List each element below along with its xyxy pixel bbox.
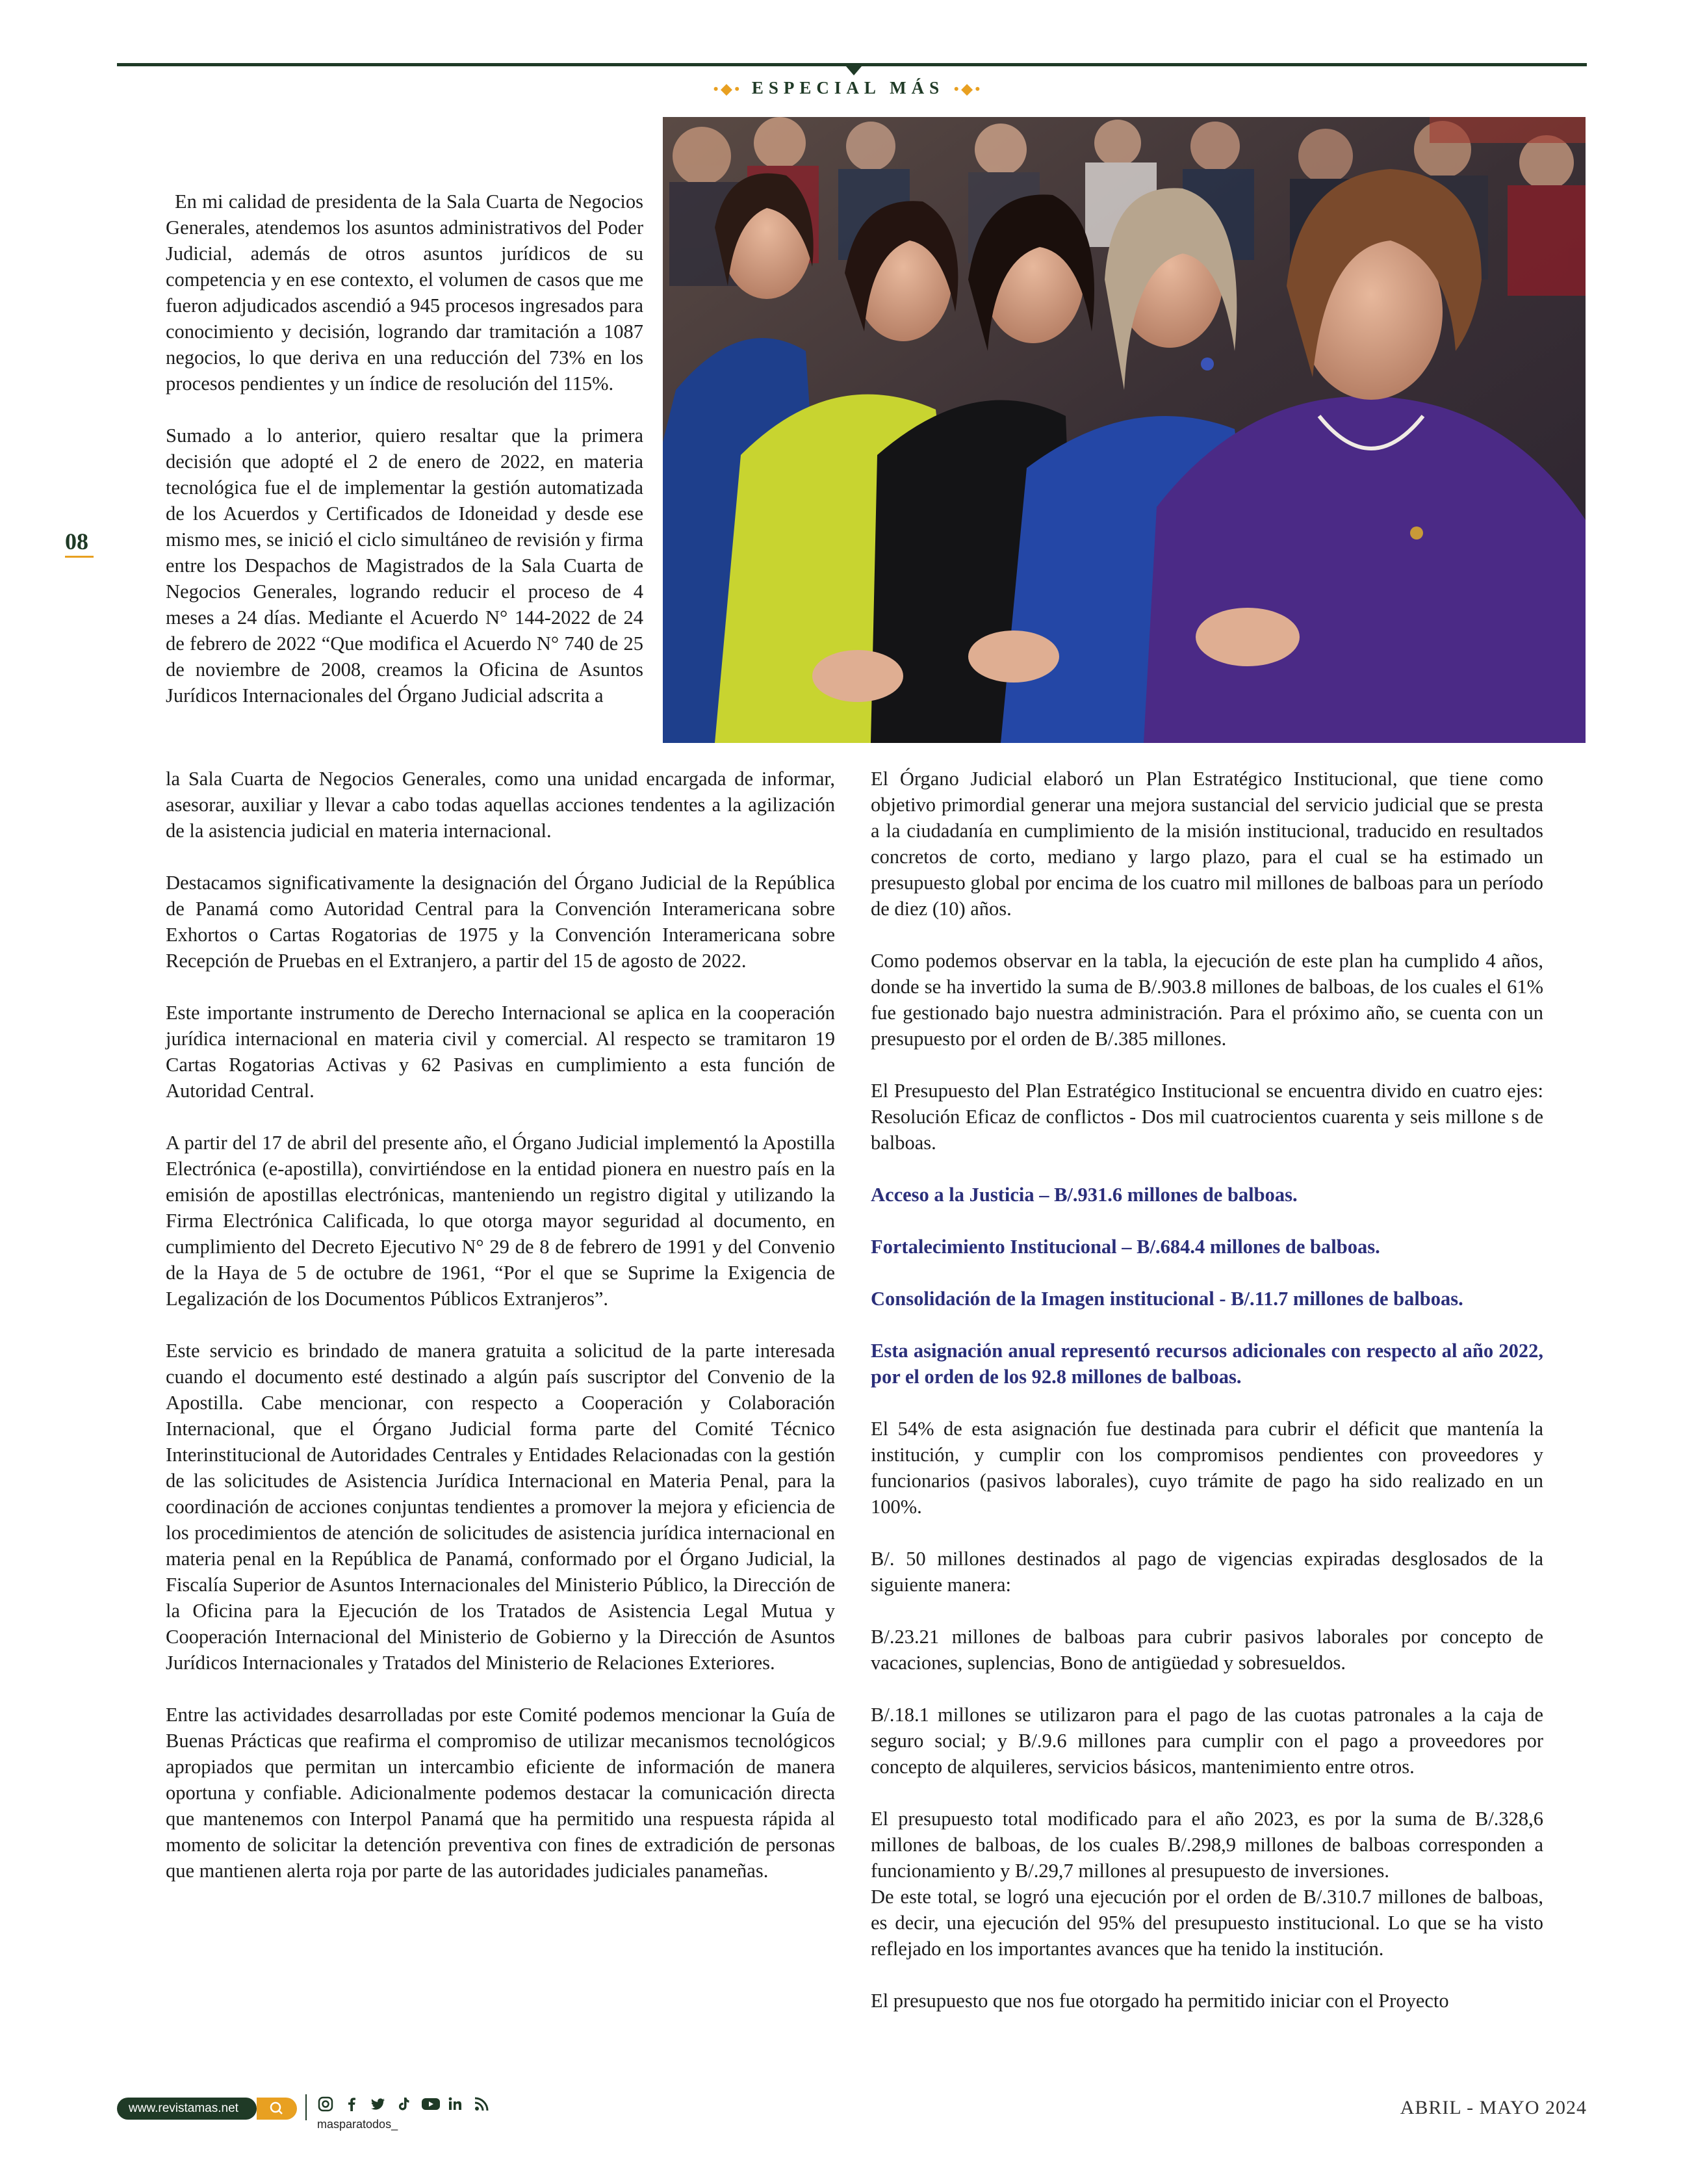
website-link[interactable]: www.revistamas.net — [117, 2098, 257, 2120]
section-label: ESPECIAL MÁS — [751, 78, 945, 98]
highlight-line: Consolidación de la Imagen institucional - B/.11.7 millones de balboas. — [871, 1288, 1463, 1310]
paragraph: la Sala Cuarta de Negocios Generales, como una unidad encargada de informar, asesorar, auxiliar y llevar a cabo todas aquellas acciones tendentes a la agilización de la asistencia judicial en materia internacional. — [166, 768, 835, 842]
paragraph: En mi calidad de presidenta de la Sala Cuarta de Negocios Generales, atendemos los asuntos administrativos del Poder Judicial, además de otros asuntos jurídicos de su competencia y en ese contexto, el volumen de casos que me fueron adjudicados ascendió a 945 procesos ingresados para conocimiento y decisión, logrando dar tramitación a 1087 negocios, lo que deriva en una reducción del 73% en los procesos pendientes y un índice de resolución del 115%. — [166, 190, 643, 395]
paragraph: A partir del 17 de abril del presente año, el Órgano Judicial implementó la Apostilla Electrónica (e-apostilla), convirtiéndose en la entidad pionera en nuestro país en la emisión de apostillas electrónicas, manteniendo un registro digital y utilizando la Firma Electrónica Calificada, lo que otorga mayor seguridad al documento, en cumplimiento del Decreto Ejecutivo N° 29 de 8 de febrero de 1991 y del Convenio de la Haya de 5 de octubre de 1961, “Por el que se Suprime la Exigencia de Legalización de los Documentos Públicos Extranjeros”. — [166, 1132, 835, 1310]
paragraph: El presupuesto que nos fue otorgado ha permitido iniciar con el Proyecto — [871, 1990, 1449, 2012]
linkedin-icon[interactable] — [447, 2096, 464, 2112]
search-button[interactable] — [257, 2098, 297, 2120]
page-number: 08 — [65, 528, 88, 554]
paragraph: B/. 50 millones destinados al pago de vigencias expiradas desglosados de la siguiente manera: — [871, 1548, 1543, 1596]
paragraph: B/.23.21 millones de balboas para cubrir pasivos laborales por concepto de vacaciones, suplencias, Bono de antigüedad y sobresueldos. — [871, 1626, 1543, 1674]
paragraph: El 54% de esta asignación fue destinada para cubrir el déficit que mantenía la institución, y cumplir con los compromisos pendientes con proveedores y funcionarios (pasivos laborales), cuyo trámite de pago ha sido realizado en un 100%. — [871, 1418, 1543, 1518]
paragraph: El Órgano Judicial elaboró un Plan Estratégico Institucional, que tiene como objetivo primordial generar una mejora sustancial del servicio judicial que se presta a la ciudadanía en cumplimiento de la misión institucional, traducido en resultados concretos de corto, mediano y largo plazo, para el cual se ha estimado un presupuesto global por encima de los cuatro mil millones de balboas para un período de diez (10) años. — [871, 768, 1543, 920]
highlight-line: Fortalecimiento Institucional – B/.684.4 millones de balboas. — [871, 1236, 1380, 1258]
paragraph: Como podemos observar en la tabla, la ejecución de este plan ha cumplido 4 años, donde se ha invertido la suma de B/.903.8 millones de balboas, de los cuales el 61% fue gestionado bajo nuestra administración. Para el próximo año, se cuenta con un presupuesto por el orden de B/.385 millones. — [871, 950, 1543, 1050]
paragraph: Este servicio es brindado de manera gratuita a solicitud de la parte interesada cuando el documento esté destinado a algún país suscriptor del Convenio de la Apostilla. Cabe mencionar, con respecto a Cooperación y Colaboración Internacional, que el Órgano Judicial forma parte del Comité Técnico Interinstitucional de Autoridades Centrales y Entidades Relacionadas con la gestión de las solicitudes de Asistencia Jurídica Internacional en Materia Penal, para la coordinación de acciones conjuntas tendientes a promover la mejora y eficiencia de los procedimientos de atención de solicitudes de asistencia jurídica internacional en materia penal en la República de Panamá, conformado por el Órgano Judicial, la Fiscalía Superior de Asuntos Internacionales del Ministerio Público, la Dirección de la Oficina para la Ejecución de los Tratados de Asistencia Legal Mutua y Cooperación Internacional del Ministerio de Gobierno y la Dirección de Asuntos Jurídicos Internacionales y Tratados del Ministerio de Relaciones Exteriores. — [166, 1340, 835, 1674]
audience-photo — [663, 117, 1586, 743]
issue-date: ABRIL - MAYO 2024 — [1400, 2097, 1587, 2118]
instagram-icon[interactable] — [317, 2096, 334, 2112]
paragraph: B/.18.1 millones se utilizaron para el pago de las cuotas patronales a la caja de seguro social; y B/.9.6 millones para cumplir con el pago a proveedores por concepto de alquileres, servicios básicos, mantenimiento entre otros. — [871, 1704, 1543, 1778]
tiktok-icon[interactable] — [395, 2096, 412, 2112]
paragraph: El Presupuesto del Plan Estratégico Institucional se encuentra divido en cuatro ejes: Resolución Eficaz de conflictos - Dos mil cuatrocientos cuarenta y seis millone s de balboas. — [871, 1080, 1543, 1154]
paragraph: De este total, se logró una ejecución por el orden de B/.310.7 millones de balboas, es decir, una ejecución del 95% del presupuesto institucional. Lo que se ha visto reflejado en los importantes avances que ha tenido la institución. — [871, 1886, 1543, 1960]
page-number-underline — [65, 556, 94, 558]
section-dots-left: •◆• — [713, 81, 743, 97]
top-rule-notch — [846, 66, 862, 75]
paragraph: Destacamos significativamente la designación del Órgano Judicial de la República de Panamá como Autoridad Central para la Convención Interamericana sobre Exhortos o Cartas Rogatorias de 1975 y la Convención Interamericana sobre Recepción de Pruebas en el Extranjero, a partir del 15 de agosto de 2022. — [166, 872, 835, 972]
youtube-icon[interactable] — [421, 2096, 438, 2112]
paragraph: El presupuesto total modificado para el año 2023, es por la suma de B/.328,6 millones de balboas, de los cuales B/.298,9 millones de balboas corresponden a funcionamiento y B/.29,7 millones al presupuesto de inversiones. — [871, 1808, 1543, 1882]
section-header — [0, 78, 1696, 98]
facebook-icon[interactable] — [343, 2096, 360, 2112]
section-dots-right: •◆• — [953, 81, 983, 97]
twitter-icon[interactable] — [369, 2096, 386, 2112]
left-column-top — [166, 188, 643, 708]
search-icon — [257, 2098, 297, 2120]
paragraph: Este importante instrumento de Derecho Internacional se aplica en la cooperación jurídica internacional en materia civil y comercial. Al respecto se tramitaron 19 Cartas Rogatorias Activas y 62 Pasivas en cumplimiento a esta función de Autoridad Central. — [166, 1002, 835, 1102]
right-column — [871, 766, 1543, 2014]
social-handle: masparatodos_ — [317, 2118, 398, 2131]
highlight-line: Acceso a la Justicia – B/.931.6 millones de balboas. — [871, 1184, 1298, 1206]
left-column-bottom — [166, 766, 835, 1884]
highlight-line: Esta asignación anual representó recursos adicionales con respecto al año 2022, por el orden de los 92.8 millones de balboas. — [871, 1340, 1543, 1388]
social-icons — [317, 2096, 490, 2112]
paragraph: Entre las actividades desarrolladas por este Comité podemos mencionar la Guía de Buenas Prácticas que reafirma el compromiso de utilizar mecanismos tecnológicos apropiados que permitan un intercambio eficiente de información de manera oportuna y confiable. Adicionalmente podemos destacar la comunicación directa que mantenemos con Interpol Panamá que ha permitido una respuesta rápida al momento de solicitar la detención preventiva con fines de extradición de personas que mantienen alerta roja por parte de las autoridades judiciales panameñas. — [166, 1704, 835, 1882]
footer-divider — [305, 2094, 307, 2120]
paragraph: Sumado a lo anterior, quiero resaltar que la primera decisión que adopté el 2 de enero de 2022, en materia tecnológica fue el de implementar la gestión automatizada de los Acuerdos y Certificados de Idoneidad y desde ese mismo mes, se inició el ciclo simultáneo de revisión y firma entre los Despachos de Magistrados de la Sala Cuarta de Negocios Generales, logrando reducir el proceso de 4 meses a 24 días. Mediante el Acuerdo N° 144-2022 de 24 de febrero de 2022 “Que modifica el Acuerdo N° 740 de 25 de noviembre de 2008, creamos la Oficina de Asuntos Jurídicos Internacionales del Órgano Judicial adscrita a — [166, 424, 643, 707]
rss-icon[interactable] — [473, 2096, 490, 2112]
